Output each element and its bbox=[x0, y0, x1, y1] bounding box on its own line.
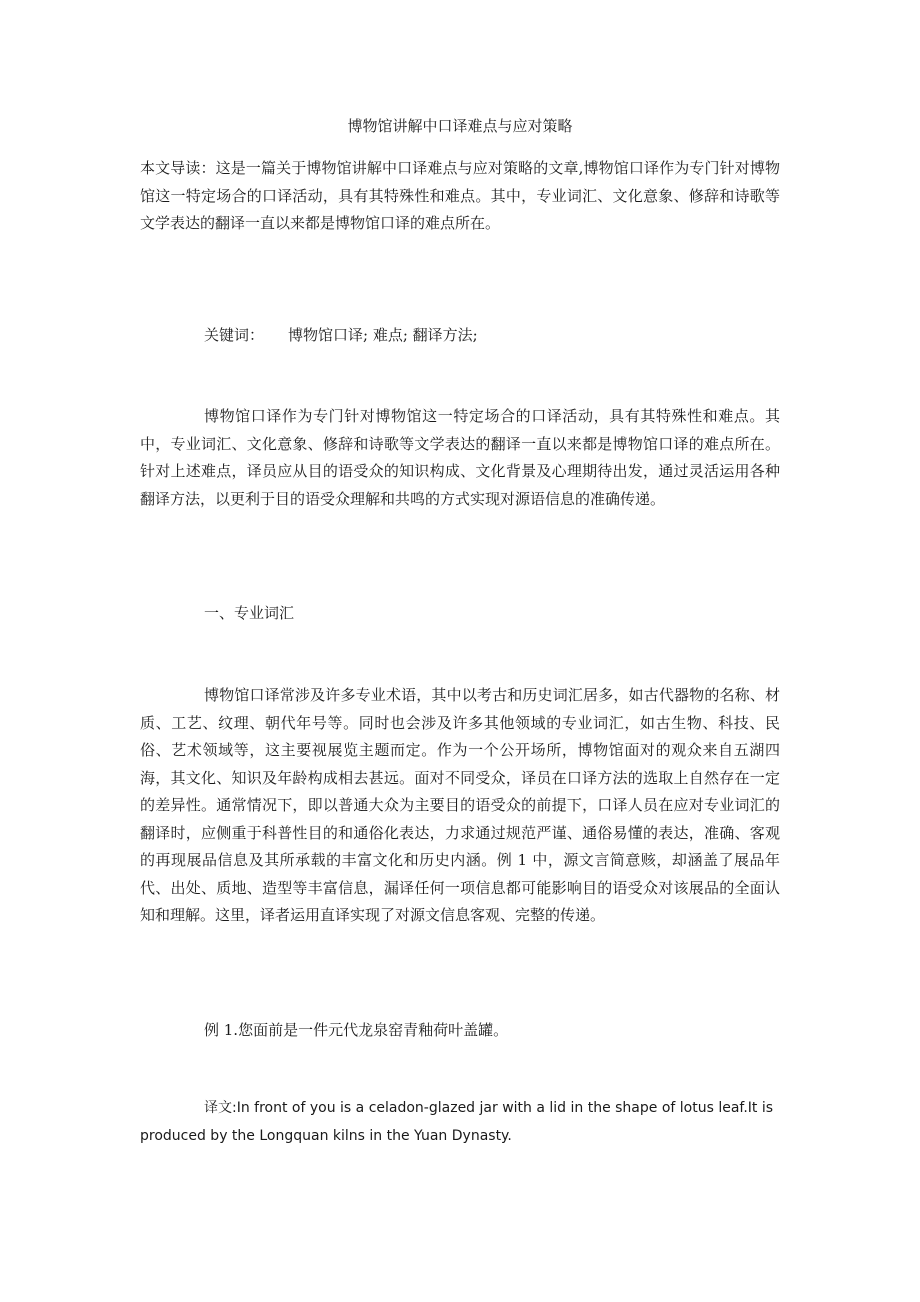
intro-paragraph: 本文导读：这是一篇关于博物馆讲解中口译难点与应对策略的文章,博物馆口译作为专门针对博物馆这一特定场合的口译活动，具有其特殊性和难点。其中，专业词汇、文化意象、修辞和诗歌等文学表达的翻译一直以来都是博物馆口译的难点所在。 bbox=[140, 159, 780, 232]
body-paragraph-2: 博物馆口译常涉及许多专业术语，其中以考古和历史词汇居多，如古代器物的名称、材质、工艺、纹理、朝代年号等。同时也会涉及许多其他领域的专业词汇，如古生物、科技、民俗、艺术领域等，这主要视展览主题而定。作为一个公开场所，博物馆面对的观众来自五湖四海，其文化、知识及年龄构成相去甚远。面对不同受众，译员在口译方法的选取上自然存在一定的差异性。通常情况下，即以普通大众为主要目的语受众的前提下，口译人员在应对专业词汇的翻译时，应侧重于科普性目的和通俗化表达，力求通过规范严谨、通俗易懂的表达，准确、客观的再现展品信息及其所承载的丰富文化和历史内涵。例 1 中，源文言简意赅，却涵盖了展品年代、出处、质地、造型等丰富信息，漏译任何一项信息都可能影响目的语受众对该展品的全面认知和理解。这里，译者运用直译实现了对源文信息客观、完整的传递。 bbox=[140, 686, 780, 924]
example-1: 例 1.您面前是一件元代龙泉窑青釉荷叶盖罐。 bbox=[204, 1021, 509, 1039]
keywords-label: 关键词： bbox=[204, 326, 265, 344]
translation-1: 译文:In front of you is a celadon-glazed jar with a lid in the shape of lotus leaf.It is produced by the Longquan kilns in the Yuan Dynasty. bbox=[140, 1100, 774, 1144]
document-title: 博物馆讲解中口译难点与应对策略 bbox=[347, 117, 573, 135]
keywords-line bbox=[204, 324, 478, 346]
body-paragraph-1: 博物馆口译作为专门针对博物馆这一特定场合的口译活动，具有其特殊性和难点。其中，专业词汇、文化意象、修辞和诗歌等文学表达的翻译一直以来都是博物馆口译的难点所在。针对上述难点，译员应从目的语受众的知识构成、文化背景及心理期待出发，通过灵活运用各种翻译方法，以更利于目的语受众理解和共鸣的方式实现对源语信息的准确传递。 bbox=[140, 407, 780, 508]
section-heading-1: 一、专业词汇 bbox=[204, 604, 295, 622]
keywords-value: 博物馆口译; 难点; 翻译方法; bbox=[288, 326, 478, 344]
